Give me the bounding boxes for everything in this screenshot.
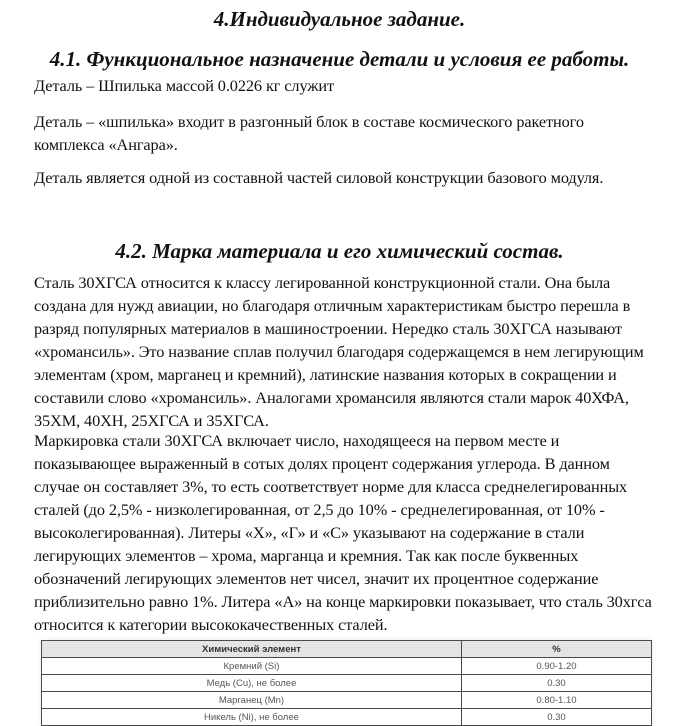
text-line: приблизительно равно 1%. Литера «А» на конце маркировки показывает, что сталь 30хгса: [34, 592, 652, 611]
document-title: 4.Индивидуальное задание.: [213, 7, 466, 31]
text-line: сталей (до 2,5% - низколегированная, от 2,5 до 10% - среднелегированная, от 10% -: [34, 500, 605, 519]
chemical-composition-table: [41, 640, 652, 726]
text-line: элементам (хром, марганец и кремний), латинские названия которых в сокращении и: [34, 365, 617, 384]
table-row: [42, 675, 652, 692]
text-line: Маркировка стали 30ХГСА включает число, находящееся на первом месте и: [34, 431, 560, 450]
column-header-percent: %: [461, 641, 651, 658]
text-line: «хромансиль». Это название сплав получил благодаря содержащемся в нем легирующим: [34, 342, 644, 361]
cell-percent: 0.80-1.10: [461, 692, 651, 709]
cell-element: Медь (Cu), не более: [42, 675, 462, 692]
cell-element: Никель (Ni), не более: [42, 709, 462, 726]
text-line: легирующих элементов – хрома, марганца и кремния. Так как после буквенных: [34, 546, 579, 565]
column-header-element: Химический элемент: [42, 641, 462, 658]
text-line: обозначений легирующих элементов нет чисел, значит их процентное содержание: [34, 569, 599, 588]
cell-element: Кремний (Si): [42, 658, 462, 675]
text-line: случае он составляет 3%, то есть соответствует норме для класса среднелегированных: [34, 477, 628, 496]
table-row: [42, 658, 652, 675]
paragraph-steel-description: [34, 271, 654, 432]
section-heading-4-1: 4.1. Функциональное назначение детали и условия ее работы.: [49, 47, 630, 71]
cell-percent: 0.90-1.20: [461, 658, 651, 675]
text-line: высоколегированная). Литеры «Х», «Г» и «С» указывают на содержание в стали: [34, 523, 585, 542]
paragraph-part-mass: [34, 74, 654, 97]
table-row: [42, 709, 652, 726]
table-header-row: [42, 641, 652, 658]
text-line: создана для нужд авиации, но благодаря отличным характеристикам быстро перешла в: [34, 296, 631, 315]
text-line: Деталь является одной из составной частей силовой конструкции базового модуля.: [34, 168, 604, 187]
text-line: Деталь – Шпилька массой 0.0226 кг служит: [34, 76, 335, 95]
text-line: относится к категории высококачественных сталей.: [34, 615, 388, 634]
section-heading-4-2: 4.2. Марка материала и его химический состав.: [115, 239, 564, 263]
paragraph-part-location: [34, 110, 654, 156]
table-row: [42, 692, 652, 709]
cell-percent: 0.30: [461, 709, 651, 726]
paragraph-steel-marking: [34, 429, 654, 636]
text-line: Деталь – «шпилька» входит в разгонный блок в составе космического ракетного: [34, 112, 584, 131]
text-line: составили слово «хромансиль». Аналогами хромансиля являются стали марок 40ХФА,: [34, 388, 629, 407]
text-line: показывающее выраженный в сотых долях процент содержания углерода. В данном: [34, 454, 610, 473]
cell-percent: 0.30: [461, 675, 651, 692]
text-line: разряд популярных материалов в машиностроении. Нередко сталь 30ХГСА называют: [34, 319, 623, 338]
text-line: Сталь 30ХГСА относится к классу легированной конструкционной стали. Она была: [34, 273, 611, 292]
paragraph-part-role: [34, 166, 654, 189]
cell-element: Марганец (Mn): [42, 692, 462, 709]
text-line: комплекса «Ангара».: [34, 135, 178, 154]
text-line: 35ХМ, 40ХН, 25ХГСА и 35ХГСА.: [34, 411, 269, 430]
